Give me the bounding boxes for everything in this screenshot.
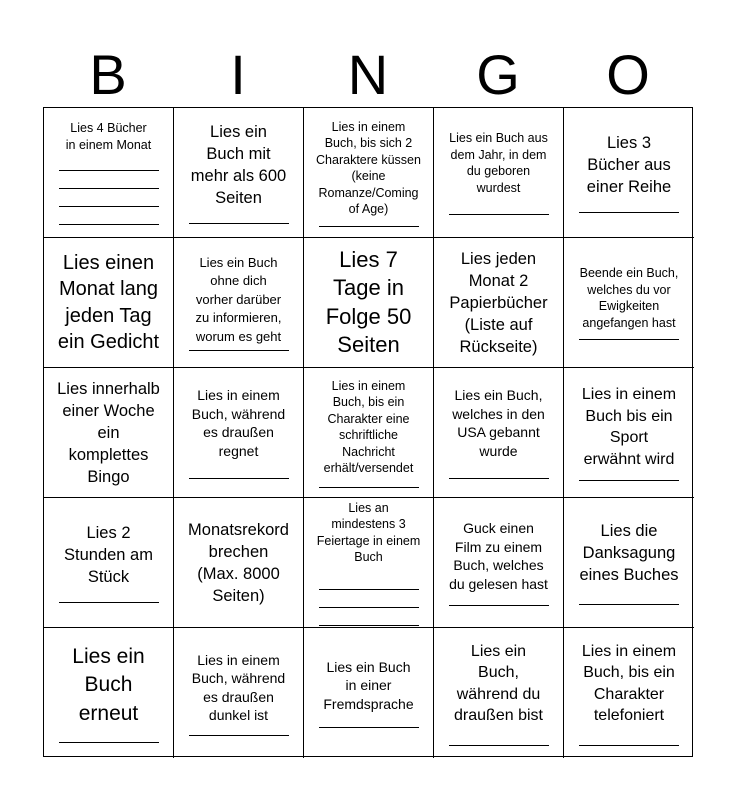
blank-line: [579, 339, 679, 340]
bingo-cell-r5-c4[interactable]: [434, 628, 564, 758]
cell-text: Guck einen Film zu einem Buch, welches du gelesen hast: [449, 520, 548, 592]
cell-text: Lies ein Buch erneut: [72, 644, 145, 725]
bingo-cell-r2-c5[interactable]: [564, 238, 694, 368]
blank-line: [319, 590, 419, 608]
cell-text: Lies innerhalb einer Woche ein komplettes Bingo: [57, 379, 160, 486]
blank-line: [319, 572, 419, 590]
blank-line: [59, 153, 159, 171]
blank-line: [579, 212, 679, 213]
blank-line: [579, 745, 679, 746]
cell-text: Lies in einem Buch, bis ein Charakter telefoniert: [581, 642, 677, 724]
header-letter-b: B: [89, 43, 127, 106]
bingo-cell-r2-c3[interactable]: [304, 238, 434, 368]
blank-line: [189, 478, 289, 479]
blank-line: [59, 189, 159, 207]
header-letter-o: O: [606, 43, 650, 106]
blank-line: [449, 745, 549, 746]
bingo-cell-r3-c4[interactable]: [434, 368, 564, 498]
cell-text: Beende ein Buch, welches du vor Ewigkeiten angefangen hast: [579, 266, 679, 330]
bingo-cell-r4-c4[interactable]: [434, 498, 564, 628]
bingo-cell-r4-c2[interactable]: [174, 498, 304, 628]
cell-text: Lies in einem Buch, während es draußen regnet: [191, 387, 286, 459]
cell-text: Lies in einem Buch, bis ein Charakter eine schriftliche Nachricht erhält/versendet: [323, 378, 414, 475]
blank-line: [579, 604, 679, 605]
blank-line: [449, 478, 549, 479]
blank-line: [449, 605, 549, 606]
bingo-cell-r5-c3[interactable]: [304, 628, 434, 758]
bingo-cell-r4-c1[interactable]: [44, 498, 174, 628]
bingo-cell-r3-c3[interactable]: [304, 368, 434, 498]
cell-text: Lies ein Buch, welches in den USA gebannt wurde: [452, 387, 545, 459]
blank-line: [319, 226, 419, 227]
header-letter-n: N: [347, 43, 389, 106]
bingo-cell-r5-c2[interactable]: [174, 628, 304, 758]
cell-text: Lies 2 Stunden am Stück: [64, 524, 153, 586]
blank-line: [189, 350, 289, 351]
bingo-cell-r1-c1[interactable]: [44, 108, 174, 238]
bingo-cell-r2-c1[interactable]: [44, 238, 174, 368]
blank-line: [449, 214, 549, 215]
cell-text: Lies die Danksagung eines Buches: [579, 522, 679, 584]
bingo-cell-r3-c5[interactable]: [564, 368, 694, 498]
cell-text: Lies 4 Bücher in einem Monat: [65, 121, 152, 152]
bingo-cell-r1-c5[interactable]: [564, 108, 694, 238]
blank-lines: [319, 572, 419, 626]
header-letter-g: G: [476, 43, 520, 106]
cell-text: Lies 7 Tage in Folge 50 Seiten: [325, 246, 412, 357]
cell-text: Monatsrekord brechen (Max. 8000 Seiten): [188, 520, 289, 605]
cell-text: Lies ein Buch, während du draußen bist: [454, 642, 543, 724]
blank-line: [189, 735, 289, 736]
cell-text: Lies einen Monat lang jeden Tag ein Gedicht: [57, 251, 160, 353]
cell-text: Lies in einem Buch, bis sich 2 Charaktere küssen (keine Romanze/Coming of Age): [316, 119, 421, 216]
header-letter-i: I: [230, 43, 246, 106]
cell-text: Lies ein Buch mit mehr als 600 Seiten: [190, 123, 287, 207]
cell-text: Lies 3 Bücher aus einer Reihe: [586, 134, 672, 196]
cell-text: Lies in einem Buch, während es draußen dunkel ist: [191, 651, 286, 723]
cell-text: Lies ein Buch ohne dich vorher darüber zu informieren, worum es geht: [195, 254, 282, 344]
bingo-cell-r4-c5[interactable]: [564, 498, 694, 628]
blank-line: [59, 171, 159, 189]
blank-line: [579, 480, 679, 481]
bingo-cell-r4-c3[interactable]: [304, 498, 434, 628]
bingo-cell-r1-c2[interactable]: [174, 108, 304, 238]
bingo-cell-r5-c1[interactable]: [44, 628, 174, 758]
blank-line: [319, 727, 419, 728]
blank-line: [189, 223, 289, 224]
cell-text: Lies in einem Buch bis ein Sport erwähnt wird: [581, 386, 677, 468]
bingo-cell-r3-c1[interactable]: [44, 368, 174, 498]
blank-lines: [59, 153, 159, 225]
cell-text: Lies an mindestens 3 Feiertage in einem Buch: [316, 500, 421, 564]
blank-line: [59, 602, 159, 603]
cell-text: Lies jeden Monat 2 Papierbücher (Liste auf Rückseite): [449, 249, 548, 356]
bingo-cell-r3-c2[interactable]: [174, 368, 304, 498]
bingo-header: [43, 44, 693, 106]
blank-line: [319, 487, 419, 488]
blank-line: [59, 742, 159, 743]
bingo-cell-r1-c3[interactable]: [304, 108, 434, 238]
bingo-cell-r2-c4[interactable]: [434, 238, 564, 368]
bingo-cell-r5-c5[interactable]: [564, 628, 694, 758]
cell-text: Lies ein Buch in einer Fremdsprache: [323, 658, 414, 712]
blank-line: [319, 608, 419, 626]
bingo-cell-r2-c2[interactable]: [174, 238, 304, 368]
bingo-cell-r1-c4[interactable]: [434, 108, 564, 238]
blank-line: [59, 207, 159, 225]
cell-text: Lies ein Buch aus dem Jahr, in dem du geboren wurdest: [449, 131, 548, 195]
bingo-grid: [43, 107, 693, 757]
